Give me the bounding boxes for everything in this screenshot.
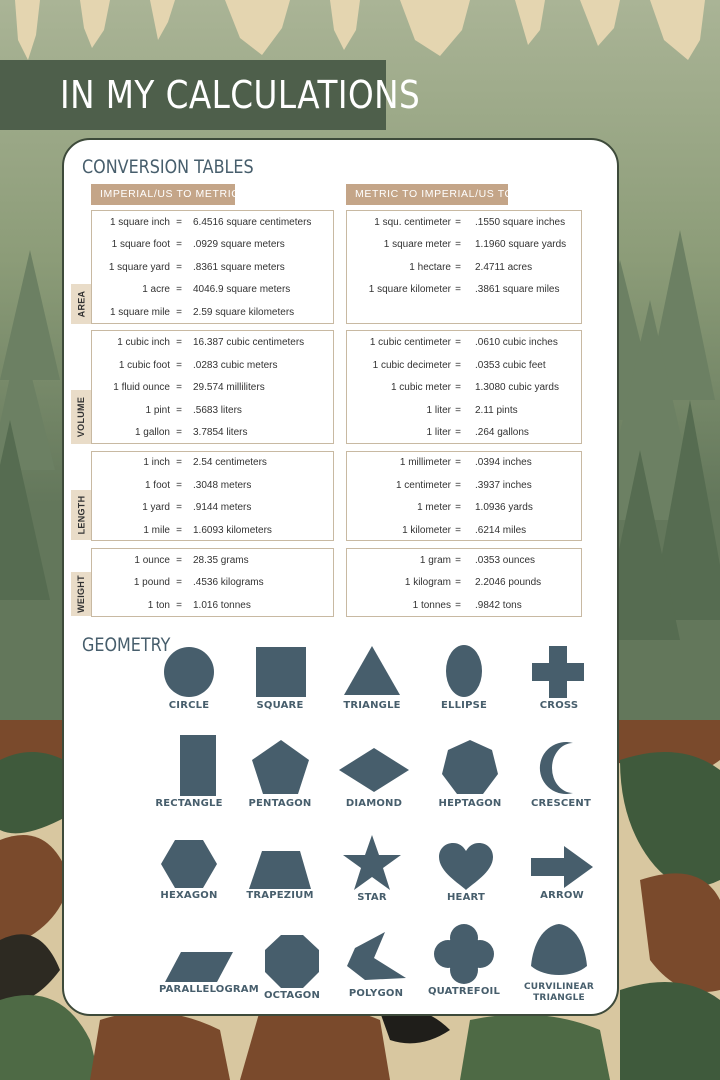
heptagon-icon <box>438 738 502 798</box>
page-title-banner <box>0 60 421 130</box>
table-row: 1 pint = .5683 liters <box>145 405 242 416</box>
table-row: 1 cubic decimeter = .0353 cubic feet <box>372 360 546 371</box>
shape-ellipse: ELLIPSE <box>424 644 504 711</box>
page-title: IN MY CALCULATIONS <box>60 73 421 117</box>
table-row: 1 cubic foot = .0283 cubic meters <box>118 360 278 371</box>
shape-polygon: POLYGON <box>336 930 416 999</box>
shape-trapezium: TRAPEZIUM <box>240 850 320 901</box>
pentagon-icon <box>248 738 312 798</box>
square-icon <box>250 644 310 700</box>
geometry-heading: GEOMETRY <box>82 634 171 656</box>
ellipse-icon <box>434 644 494 700</box>
polygon-icon <box>343 930 409 988</box>
table-row: 1 square meter = 1.1960 square yards <box>383 239 567 250</box>
shape-arrow: ARROW <box>522 844 602 901</box>
table-row: 1 acre = 4046.9 square meters <box>142 284 291 295</box>
arrow-icon <box>530 844 594 890</box>
imperial-to-metric-header: IMPERIAL/US TO METRIC <box>91 184 235 205</box>
table-row: 1 cubic centimeter = .0610 cubic inches <box>369 337 558 348</box>
shape-circle: CIRCLE <box>149 644 229 711</box>
curvilinear-triangle-icon <box>527 922 591 982</box>
table-row: 1 millimeter = .0394 inches <box>399 457 532 468</box>
table-row: 1 gram = .0353 ounces <box>419 555 536 566</box>
area-tab: AREA <box>71 284 91 324</box>
diamond-icon <box>336 742 412 798</box>
shape-quatrefoil: QUATREFOIL <box>424 922 504 997</box>
table-row: 1 liter = 2.11 pints <box>426 405 518 416</box>
table-row: 1 hectare = 2.4711 acres <box>409 262 533 273</box>
conversion-tables-heading: CONVERSION TABLES <box>82 156 254 178</box>
table-row: 1 square foot = .0929 square meters <box>111 239 285 250</box>
table-row: 1 squ. centimeter = .1550 square inches <box>374 217 566 228</box>
shape-diamond: DIAMOND <box>334 742 414 809</box>
shape-crescent: CRESCENT <box>521 738 601 809</box>
table-row: 1 meter = 1.0936 yards <box>417 502 533 513</box>
shape-triangle: TRIANGLE <box>332 644 412 711</box>
heart-icon <box>436 842 496 892</box>
table-row: 1 cubic meter = 1.3080 cubic yards <box>390 382 559 393</box>
star-icon <box>341 834 403 892</box>
table-row: 1 mile = 1.6093 kilometers <box>143 525 272 536</box>
table-row: 1 inch = 2.54 centimeters <box>143 457 267 468</box>
table-row: 1 yard = .9144 meters <box>142 502 252 513</box>
circle-icon <box>159 644 219 700</box>
shape-octagon: OCTAGON <box>252 934 332 1001</box>
table-row: 1 kilometer = .6214 miles <box>402 525 527 536</box>
table-row: 1 square yard = .8361 square meters <box>108 262 285 273</box>
weight-tab: WEIGHT <box>71 572 91 616</box>
shape-star: STAR <box>332 834 412 903</box>
table-row: 1 square mile = 2.59 square kilometers <box>109 307 295 318</box>
table-row: 1 ton = 1.016 tonnes <box>147 600 251 611</box>
triangle-icon <box>340 644 404 700</box>
rectangle-icon <box>159 734 219 798</box>
table-row: 1 pound = .4536 kilograms <box>133 577 264 588</box>
table-row: 1 square inch = 6.4516 square centimeters <box>109 217 312 228</box>
hexagon-icon <box>159 838 219 890</box>
length-metric-table <box>346 451 582 541</box>
table-row: 1 centimeter = .3937 inches <box>395 480 532 491</box>
quatrefoil-icon <box>432 922 496 986</box>
crescent-icon <box>531 738 591 798</box>
trapezium-icon <box>248 850 312 890</box>
table-row: 1 ounce = 28.35 grams <box>134 555 249 566</box>
shape-hexagon: HEXAGON <box>149 838 229 901</box>
table-row: 1 cubic inch = 16.387 cubic centimeters <box>117 337 305 348</box>
table-row: 1 foot = .3048 meters <box>144 480 252 491</box>
parallelogram-icon <box>163 950 235 984</box>
shape-heart: HEART <box>426 842 506 903</box>
table-row: 1 kilogram = 2.2046 pounds <box>404 577 542 588</box>
cross-icon <box>529 644 589 700</box>
table-row: 1 gallon = 3.7854 liters <box>134 427 248 438</box>
weight-metric-table <box>346 548 582 617</box>
table-row: 1 fluid ounce = 29.574 milliliters <box>113 382 265 393</box>
volume-tab: VOLUME <box>71 390 91 444</box>
volume-metric-table <box>346 330 582 444</box>
table-row: 1 tonnes = .9842 tons <box>412 600 522 611</box>
shape-square: SQUARE <box>240 644 320 711</box>
content-card <box>62 138 619 1016</box>
table-row: 1 liter = .264 gallons <box>426 427 529 438</box>
metric-to-imperial-header: METRIC TO IMPERIAL/US TO <box>346 184 508 205</box>
area-imperial-table <box>91 210 334 324</box>
shape-cross: CROSS <box>519 644 599 711</box>
octagon-icon <box>262 934 322 990</box>
volume-imperial-table <box>91 330 334 444</box>
shape-heptagon: HEPTAGON <box>430 738 510 809</box>
weight-imperial-table <box>91 548 334 617</box>
length-imperial-table <box>91 451 334 541</box>
length-tab: LENGTH <box>71 490 91 540</box>
shape-rectangle: RECTANGLE <box>149 734 229 809</box>
shape-parallelogram: PARALLELOGRAM <box>159 950 239 995</box>
table-row: 1 square kilometer = .3861 square miles <box>368 284 560 295</box>
area-metric-table <box>346 210 582 324</box>
shape-curvilinear-triangle: CURVILINEAR TRIANGLE <box>519 922 599 1004</box>
shape-pentagon: PENTAGON <box>240 738 320 809</box>
